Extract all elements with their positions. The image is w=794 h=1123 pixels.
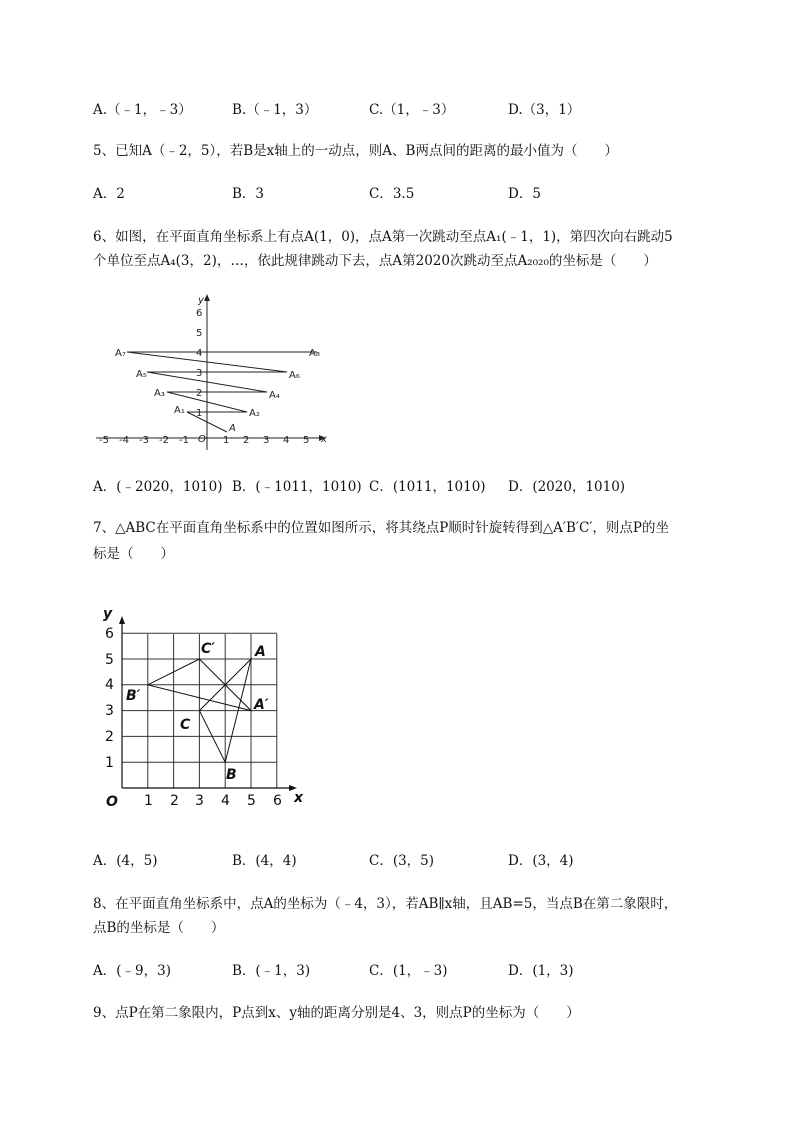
q7-point-label: A [255, 644, 266, 660]
q5-option-a: A．2 [93, 186, 125, 202]
q7-stem-line2: 标是（ ） [93, 546, 174, 562]
q7-option-c: C．(3，5) [369, 853, 435, 869]
q8-stem-line1: 8、在平面直角坐标系中，点A的坐标为（﹣4，3），若AB∥x轴，且AB=5，当点B在第二象限时， [93, 896, 678, 912]
q5-option-d: D．5 [508, 186, 541, 202]
q6-figure [90, 290, 340, 460]
q7-point-label: B′ [126, 688, 141, 704]
q6-point-label: A₆ [289, 370, 300, 381]
q6-point-label: A₂ [249, 408, 260, 419]
q7-xtick: 5 [247, 793, 256, 809]
q7-ytick: 5 [105, 652, 114, 668]
q6-y-label: y [198, 295, 204, 306]
q6-point-label: A₄ [269, 390, 280, 401]
q7-xtick: 4 [221, 793, 230, 809]
q7-ytick: 6 [105, 626, 114, 642]
q7-y-arrow [119, 616, 125, 624]
q6-ytick: 3 [196, 368, 203, 379]
q8-stem-line2: 点B的坐标是（ ） [93, 920, 225, 936]
q6-point-label: A₁ [174, 405, 185, 416]
q6-xtick: -1 [179, 435, 189, 446]
q7-option-a: A．(4，5) [93, 853, 158, 869]
q4-option-b: B.（﹣1，3） [232, 102, 318, 118]
q6-option-b: B．(﹣1011，1010) [232, 479, 362, 495]
q5-option-b: B．3 [232, 186, 265, 202]
q6-xtick: -4 [119, 435, 129, 446]
q6-option-c: C．(1011，1010) [369, 479, 486, 495]
q6-xtick: 4 [283, 435, 290, 446]
q8-option-b: B．(﹣1，3) [232, 963, 311, 979]
q6-ytick: 2 [196, 388, 203, 399]
q6-xtick: 2 [243, 435, 250, 446]
q7-point-label: C [180, 717, 191, 733]
q7-point-label: C′ [201, 641, 215, 657]
q6-xtick: 3 [263, 435, 270, 446]
q6-xtick: -5 [99, 435, 109, 446]
q6-ytick: 5 [196, 328, 203, 339]
q6-ytick: 1 [196, 408, 203, 419]
q6-point-label: A₃ [154, 388, 165, 399]
q7-stem-line1: 7、△ABC在平面直角坐标系中的位置如图所示，将其绕点P顺时针旋转得到△A′B′C′，则点P的坐 [93, 520, 669, 536]
q6-point-label: A₈ [309, 348, 320, 359]
q7-xtick: 2 [170, 793, 179, 809]
q6-stem-line1: 6、如图，在平面直角坐标系上有点A(1，0)，点A第一次跳动至点A₁(﹣1，1)，第四次向右跳动5 [93, 229, 673, 245]
q7-y-label: y [103, 606, 113, 622]
q7-xtick: 6 [273, 793, 282, 809]
q6-x-label: x [321, 434, 327, 445]
q9-stem: 9、点P在第二象限内，P点到x、y轴的距离分别是4、3，则点P的坐标为（ ） [93, 1005, 580, 1021]
q6-ytick: 6 [196, 308, 203, 319]
q7-x-label: x [294, 790, 304, 806]
q5-stem: 5、已知A（﹣2，5），若B是x轴上的一动点，则A、B两点间的距离的最小值为（ ） [93, 143, 618, 159]
q7-ytick: 3 [105, 703, 114, 719]
q6-xtick: 1 [223, 435, 230, 446]
q6-stem-line2: 个单位至点A₄(3，2)，…，依此规律跳动下去，点A第2020次跳动至点A₂₀₂₀的坐标是（ ） [93, 253, 657, 269]
q7-figure [95, 598, 315, 813]
q7-xtick: 3 [195, 793, 204, 809]
q8-option-a: A．(﹣9，3) [93, 963, 171, 979]
q7-option-b: B．(4，4) [232, 853, 297, 869]
q7-origin-label: O [106, 794, 118, 810]
q6-y-arrow [204, 294, 210, 301]
q6-point-label: A₅ [136, 369, 147, 380]
q7-ytick: 1 [105, 755, 114, 771]
q7-point-label: B [226, 767, 237, 783]
q6-point-label: A₇ [115, 348, 126, 359]
q7-ytick: 2 [105, 729, 114, 745]
q7-option-d: D．(3，4) [508, 853, 574, 869]
q7-point-label: A′ [254, 697, 269, 713]
q4-option-d: D.（3，1） [508, 102, 581, 118]
q4-option-a: A.（﹣1，﹣3） [93, 102, 192, 118]
q8-option-d: D．(1，3) [508, 963, 574, 979]
q6-origin-label: O [198, 434, 206, 445]
q6-xtick: -2 [159, 435, 169, 446]
q6-point-label: A [229, 423, 236, 434]
q7-ytick: 4 [105, 677, 114, 693]
q6-xtick: -3 [139, 435, 149, 446]
q4-option-c: C.（1，﹣3） [369, 102, 455, 118]
q6-option-d: D．(2020，1010) [508, 479, 626, 495]
q5-option-c: C．3.5 [369, 186, 415, 202]
q7-xtick: 1 [144, 793, 153, 809]
q6-ytick: 4 [196, 348, 203, 359]
q6-xtick: 5 [303, 435, 310, 446]
q6-option-a: A．(﹣2020，1010) [93, 479, 223, 495]
q8-option-c: C．(1，﹣3) [369, 963, 448, 979]
